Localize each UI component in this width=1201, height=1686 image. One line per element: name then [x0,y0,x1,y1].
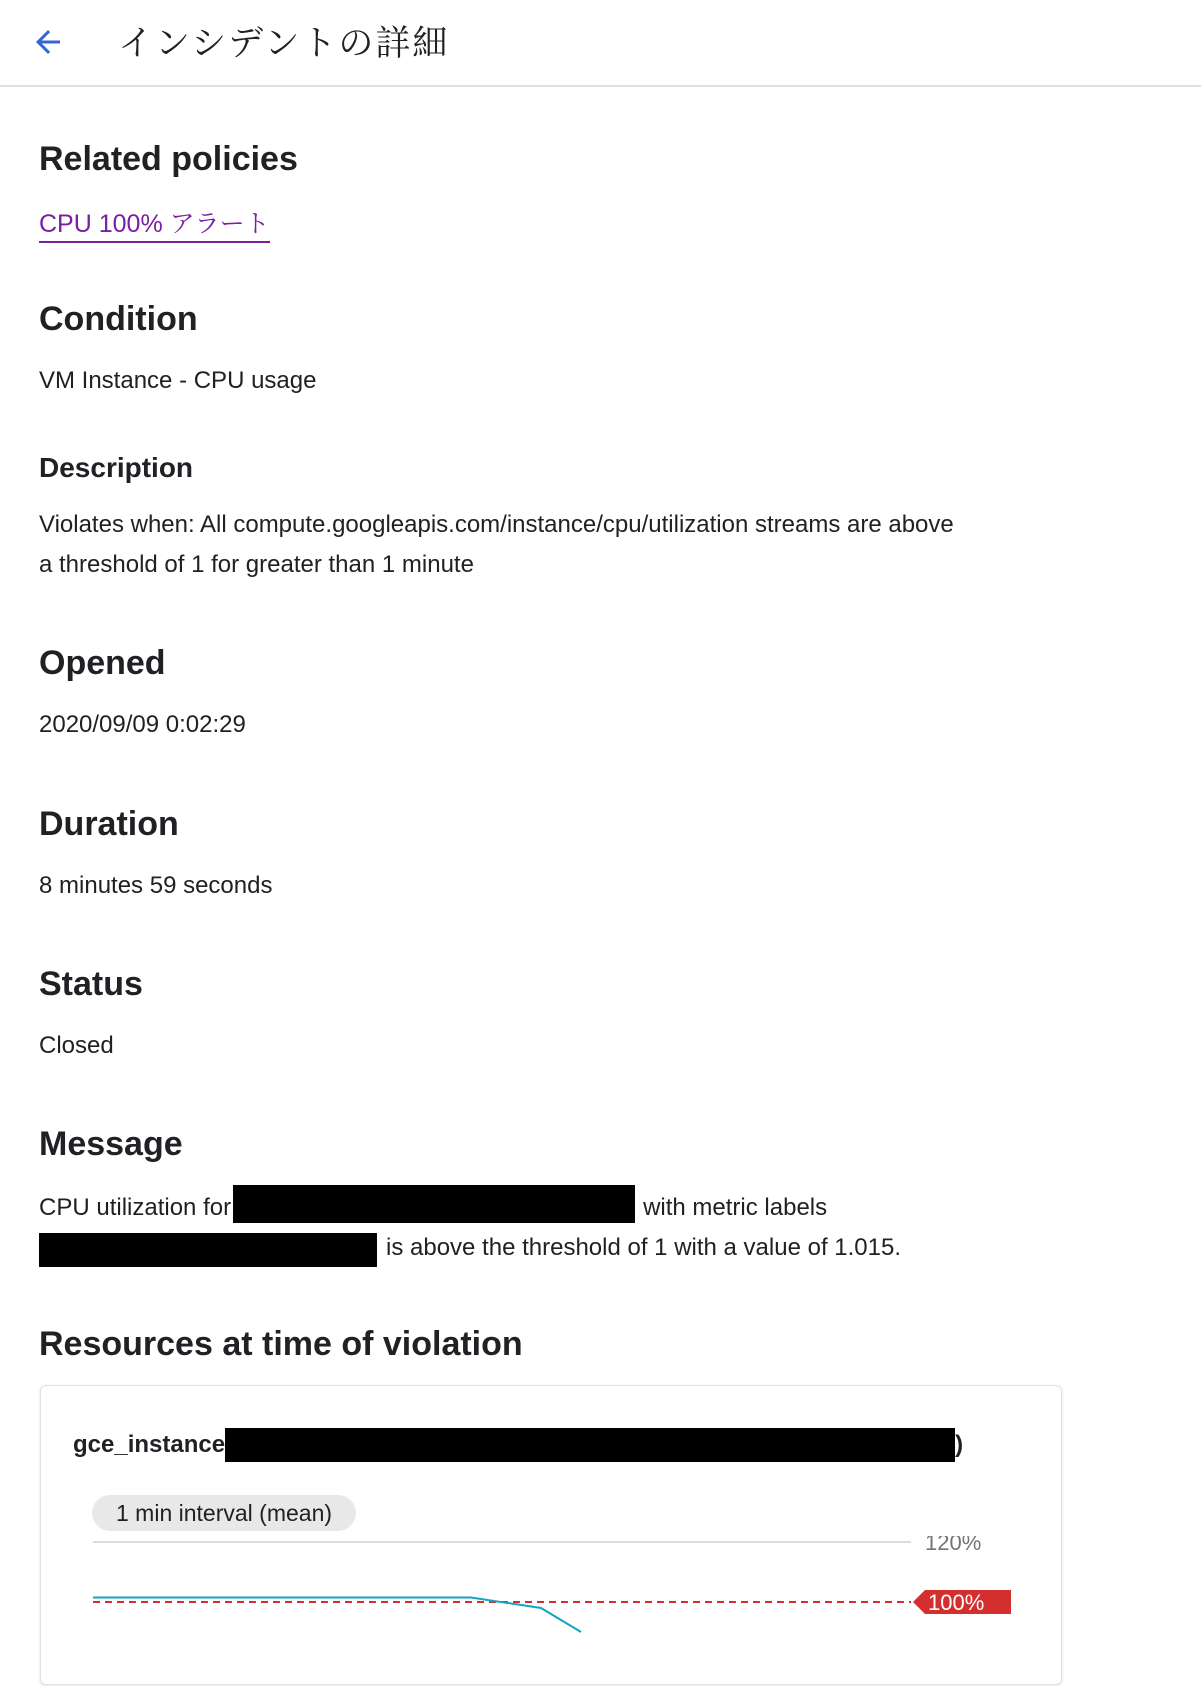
description-value [39,505,1139,585]
message-heading: Message [39,1125,183,1163]
redacted-block [233,1185,635,1223]
resources-heading: Resources at time of violation [39,1325,523,1363]
policy-link[interactable]: CPU 100% アラート [39,204,270,243]
resource-type: gce_instance [73,1431,226,1458]
description-line-1: Violates when: All compute.googleapis.com/instance/cpu/utilization streams are above [39,511,954,538]
status-value: Closed [39,1032,114,1059]
message-part-3: is above the threshold of 1 with a value of 1.015. [386,1234,902,1261]
arrow-back-icon [30,24,66,60]
page-title: インシデントの詳細 [118,24,450,63]
threshold-label: 100% [928,1590,985,1615]
interval-chip[interactable]: 1 min interval (mean) [92,1495,356,1531]
redacted-block [39,1233,377,1267]
description-line-2: a threshold of 1 for greater than 1 minute [39,551,474,578]
resource-title-suffix: ) [955,1431,964,1458]
cpu-chart [41,1536,1061,1686]
y-tick-label-top: 120% [925,1536,982,1555]
condition-value: VM Instance - CPU usage [39,367,317,394]
message-part-2: with metric labels [643,1194,828,1221]
resource-card-title [73,1428,963,1462]
status-heading: Status [39,965,143,1003]
top-bar [0,0,1201,87]
message-part-1: CPU utilization for [39,1194,232,1221]
resource-card [40,1385,1062,1685]
duration-heading: Duration [39,805,179,843]
redacted-block [225,1428,955,1462]
opened-heading: Opened [39,644,166,682]
back-button[interactable] [26,20,70,64]
description-heading: Description [39,452,194,483]
opened-value: 2020/09/09 0:02:29 [39,711,246,738]
duration-value: 8 minutes 59 seconds [39,872,273,899]
message-value [39,1185,1139,1268]
related-policies-heading: Related policies [39,140,298,178]
condition-heading: Condition [39,300,198,338]
